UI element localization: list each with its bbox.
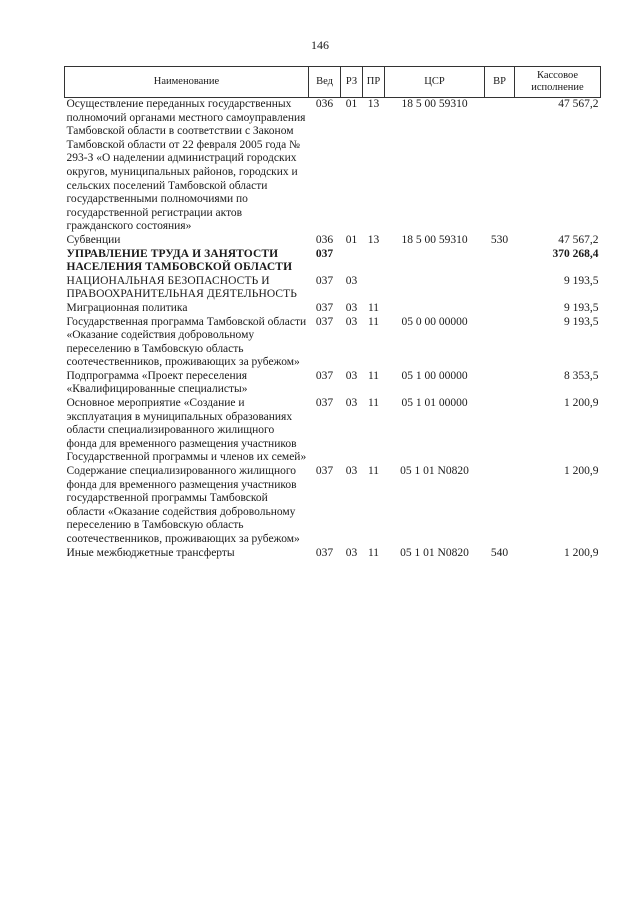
row-ved: 036 (315, 98, 334, 110)
row-pr (363, 248, 385, 275)
row-csr: 05 1 01 00000 (401, 397, 468, 410)
row-csr (385, 248, 485, 275)
row-csr: 05 1 00 00000 (401, 369, 468, 382)
row-ved: 037 (315, 397, 334, 410)
row-rz: 03 (345, 369, 358, 382)
row-pr: 11 (367, 369, 380, 382)
table-row (65, 248, 601, 275)
header-csr: ЦСР (385, 67, 485, 98)
row-ved: 037 (315, 465, 334, 478)
row-amount: 370 268,4 (552, 247, 599, 260)
table-row (65, 275, 601, 302)
row-ved: 037 (315, 247, 334, 260)
row-csr: 18 5 00 59310 (401, 233, 468, 246)
header-ved: Вед (309, 67, 341, 98)
row-ved: 036 (315, 233, 334, 246)
row-vr (485, 302, 515, 316)
table-row (65, 234, 601, 248)
row-vr: 530 (490, 233, 509, 246)
row-pr: 11 (367, 301, 380, 314)
row-rz: 03 (345, 397, 358, 410)
row-rz: 03 (345, 546, 358, 559)
row-csr: 05 1 01 N0820 (400, 465, 469, 478)
header-vr: ВР (485, 67, 515, 98)
row-amount: 1 200,9 (564, 465, 599, 478)
table-row (65, 370, 601, 397)
row-pr: 13 (367, 233, 380, 246)
row-name: Содержание специализированного жилищного фонда для временного размещения участников государственной программы Тамбовской области «Оказание содействия добровольному переселению в Тамбовскую область соотечественников, проживающих за рубежом» (66, 465, 300, 545)
row-csr: 05 0 00 00000 (401, 315, 468, 328)
table-row (65, 465, 601, 547)
row-amount: 8 353,5 (564, 369, 599, 382)
row-name: Миграционная политика (66, 301, 188, 314)
row-ved: 037 (315, 546, 334, 559)
row-name: Подпрограмма «Проект переселения «Квалифицированные специалисты» (66, 369, 248, 396)
row-rz: 03 (345, 274, 358, 287)
row-name: Осуществление переданных государственных полномочий органами местного самоуправления Тамбовской области в соответствии с Законом Тамбовской области от 22 февраля 2005 года № 293-З «О наделении администраций городских округов, муниципальных районов, городских и сельских поселений Тамбовской области государственными полномочиями по государственной регистрации актов гражданского состояния» (66, 98, 306, 233)
row-amount: 9 193,5 (564, 315, 599, 328)
row-ved: 037 (315, 301, 334, 314)
row-csr (385, 302, 485, 316)
row-amount: 9 193,5 (564, 301, 599, 314)
header-name: Наименование (65, 67, 309, 98)
row-csr: 05 1 01 N0820 (400, 546, 469, 559)
row-name: УПРАВЛЕНИЕ ТРУДА И ЗАНЯТОСТИ НАСЕЛЕНИЯ ТАМБОВСКОЙ ОБЛАСТИ (66, 247, 293, 274)
header-amount: Кассовое исполнение (515, 67, 601, 98)
table-row (65, 397, 601, 465)
row-name: Иные межбюджетные трансферты (66, 546, 235, 559)
row-name: Государственная программа Тамбовской области «Оказание содействия добровольному переселению в Тамбовскую область соотечественников, проживающих за рубежом» (66, 315, 307, 369)
row-rz: 03 (345, 465, 358, 478)
row-amount: 9 193,5 (564, 274, 599, 287)
row-csr (385, 275, 485, 302)
table-header-row (65, 67, 601, 98)
header-pr: ПР (363, 67, 385, 98)
row-ved: 037 (315, 315, 334, 328)
table-row (65, 547, 601, 561)
row-amount: 47 567,2 (558, 98, 599, 110)
row-vr: 540 (490, 546, 509, 559)
row-amount: 1 200,9 (564, 546, 599, 559)
row-vr (485, 275, 515, 302)
row-amount: 47 567,2 (558, 233, 599, 246)
row-amount: 1 200,9 (564, 397, 599, 410)
row-vr (485, 248, 515, 275)
row-pr: 11 (367, 397, 380, 410)
row-name: НАЦИОНАЛЬНАЯ БЕЗОПАСНОСТЬ И ПРАВООХРАНИТЕЛЬНАЯ ДЕЯТЕЛЬНОСТЬ (66, 274, 298, 301)
row-pr: 13 (367, 98, 380, 110)
row-name: Основное мероприятие «Создание и эксплуатация в муниципальных образованиях области специализированного жилищного фонда для временного размещения участников Государственной программы и членов их семей» (66, 397, 307, 464)
page-number: 146 (311, 38, 329, 52)
header-rz: РЗ (341, 67, 363, 98)
row-rz: 03 (345, 315, 358, 328)
row-rz: 03 (345, 301, 358, 314)
row-vr (485, 316, 515, 370)
row-pr: 11 (367, 465, 380, 478)
table-row (65, 302, 601, 316)
row-ved: 037 (315, 369, 334, 382)
row-rz: 01 (345, 98, 358, 110)
row-vr (485, 98, 515, 234)
row-pr (363, 275, 385, 302)
table-row (65, 316, 601, 370)
row-ved: 037 (315, 274, 334, 287)
row-rz: 01 (345, 233, 358, 246)
row-pr: 11 (367, 315, 380, 328)
row-csr: 18 5 00 59310 (401, 98, 468, 110)
row-pr: 11 (367, 546, 380, 559)
table-row (65, 98, 601, 234)
budget-table (64, 66, 601, 560)
row-rz (341, 248, 363, 275)
row-vr (485, 465, 515, 547)
row-vr (485, 397, 515, 465)
row-name: Субвенции (66, 233, 121, 246)
row-vr (485, 370, 515, 397)
